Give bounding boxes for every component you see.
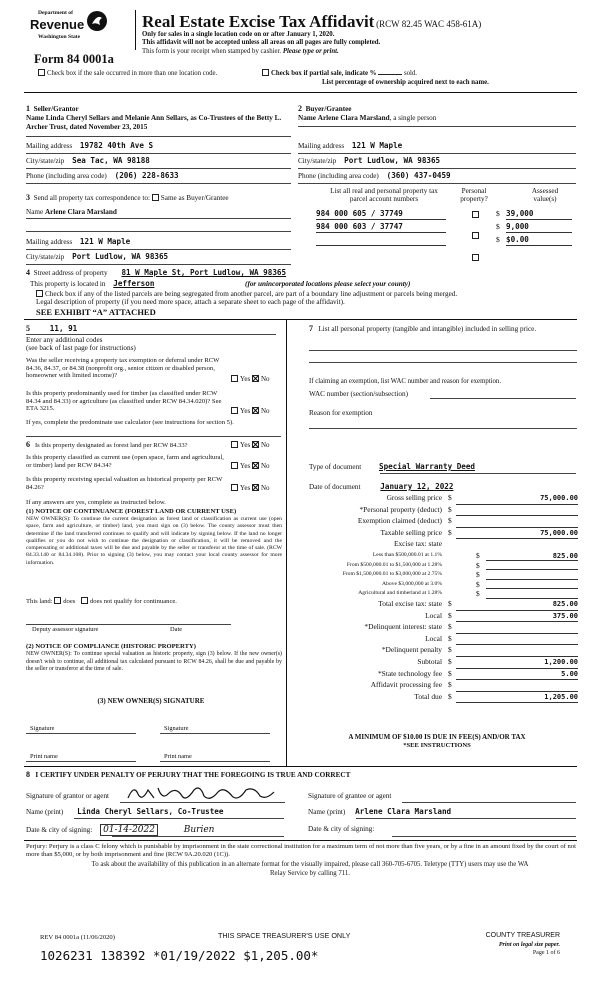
- seller-name-label: Name: [26, 114, 44, 123]
- current-use-question: Is this property classified as current use (open space, farm and agricultural, or timber) land per RCW 84.34?: [26, 454, 224, 469]
- location-row: [30, 280, 410, 289]
- located-in-label: This property is located in: [30, 280, 106, 288]
- buyer-phone-row: [298, 172, 451, 181]
- section-6-number: 6: [26, 440, 30, 449]
- exemption-question: Was the seller receiving a property tax exemption or deferral under RCW 84.36, 84.37, or 84.38 (nonprofit org., senior citizen or disabled person, homeowner with limited income)?: [26, 357, 220, 380]
- buyer-city-value[interactable]: Port Ludlow, WA 98365: [344, 156, 441, 165]
- continuance-heading: (1) NOTICE OF CONTINUANCE (FOREST LAND OR CURRENT USE): [26, 508, 237, 515]
- calc-value[interactable]: [456, 635, 578, 646]
- partial-pct-field[interactable]: [378, 74, 402, 75]
- seller-city-value[interactable]: Sea Tac, WA 98188: [72, 156, 150, 165]
- exhibit-text: SEE EXHIBIT “A” ATTACHED: [36, 307, 156, 317]
- grantee-date-label: Date & city of signing:: [308, 825, 375, 833]
- land-qualify-row: [26, 597, 177, 606]
- seller-mailing-row: [26, 142, 291, 151]
- seller-city-label: City/state/zip: [26, 157, 65, 165]
- multi-location-checkbox[interactable]: [38, 69, 45, 76]
- calc-label: Less than $500,000.01 at 1.1%: [372, 552, 442, 558]
- wac-label: WAC number (section/subsection): [309, 390, 409, 398]
- page-number: Page 1 of 6: [532, 950, 560, 956]
- section-8: [26, 770, 350, 779]
- dollar-sign: $: [448, 633, 452, 643]
- section-7: [309, 324, 577, 333]
- calc-value[interactable]: [456, 681, 578, 692]
- form-number: Form 84 0001a: [34, 52, 114, 66]
- buyer-name-value[interactable]: Arlene Clara Marsland: [317, 114, 390, 123]
- dollar-sign: $: [476, 570, 480, 580]
- s6q2-yes-checkbox[interactable]: [231, 462, 238, 469]
- dollar-sign: $: [476, 589, 480, 599]
- doc-type-value[interactable]: Special Warranty Deed: [379, 462, 476, 471]
- calc-label: Taxable selling price: [380, 527, 442, 537]
- corr-city-row: [26, 253, 168, 262]
- calc-label: Above $3,000,000 at 3.0%: [382, 580, 442, 587]
- buyer-mail-value[interactable]: 121 W Maple: [351, 141, 403, 150]
- calc-label: *Personal property (deduct): [359, 504, 442, 514]
- calc-value[interactable]: 1,205.00: [456, 693, 578, 704]
- seller-mail-label: Mailing address: [26, 142, 73, 150]
- seller-phone-label: Phone (including area code): [26, 172, 107, 180]
- dollar-sign: $: [496, 209, 500, 218]
- answers-note: If any answers are yes, complete as instructed below.: [26, 499, 166, 506]
- rcw-text: (RCW 82.45 WAC 458-61A): [376, 19, 482, 29]
- seller-phone-value[interactable]: (206) 228-8633: [114, 171, 179, 180]
- seller-city-row: [26, 157, 291, 166]
- doc-type-row: [309, 463, 475, 472]
- yes-label: Yes: [240, 484, 251, 492]
- partial-sale-checkbox[interactable]: [262, 69, 269, 76]
- dollar-sign: $: [448, 516, 452, 526]
- dollar-sign: $: [448, 504, 452, 514]
- multi-location-label: Check box if the sale occurred in more than one location code.: [47, 70, 218, 77]
- buyer-name-rest: , a single person: [389, 114, 437, 123]
- grantor-name-label: Name (print): [26, 808, 64, 816]
- continuance-text: NEW OWNER(S): To continue the current designation as forest land or classification as current use (open space, farm and agriculture, or timber) land, you must sign on (3) below. The county assessor must then determine if the land transferred continues to qualify and will indicate by signing below. If the land no longer qualifies or you do not wish to continue the designation or classification, it will be removed and the compensating or additional taxes will be due and payable by the seller or transferor at the time of sale. (RCW 84.33.140 or 84.34.108). Prior to signing (3) below, you may contact your local county assessor for more information.: [26, 516, 282, 566]
- compliance-text: NEW OWNER(S): To continue special valuation as historic property, sign (3) below. If the new owner(s) doesn't wish to continue, all additional tax calculated pursuant to RCW 84.26, shall be due and payable by the seller or transferor at the time of sale.: [26, 651, 282, 673]
- seller-phone-row: [26, 172, 291, 181]
- q2-yes-no: [231, 407, 270, 415]
- section-3: [26, 193, 229, 202]
- calc-label: Subtotal: [417, 657, 442, 666]
- grantor-date-value[interactable]: 01-14-2022: [100, 824, 158, 836]
- grantor-sig-label: Signature of grantor or agent: [26, 792, 110, 800]
- historic-question: Is this property receiving special valuation as historical property per RCW 84.26?: [26, 476, 223, 491]
- seller-heading: Seller/Grantor: [33, 105, 79, 113]
- s6q3-yes-no: [231, 484, 270, 492]
- calc-value[interactable]: 75,000.00: [456, 529, 578, 540]
- county-treasurer-label: COUNTY TREASURER: [485, 932, 560, 939]
- calc-value[interactable]: [456, 517, 578, 528]
- does-not-label: does not qualify for continuance.: [89, 598, 177, 605]
- q1-no-checkbox[interactable]: [252, 375, 259, 382]
- dollar-sign: $: [448, 493, 452, 502]
- wac-row: [309, 390, 408, 398]
- multi-location-row: [38, 69, 217, 78]
- buyer-mail-label: Mailing address: [298, 142, 345, 150]
- note-1: Only for sales in a single location code on or after January 1, 2020.: [142, 31, 335, 38]
- buyer-city-row: [298, 157, 440, 166]
- calc-label: From $500,000.01 to $1,500,000 at 1.28%: [346, 561, 442, 568]
- s6q2-no-checkbox[interactable]: [252, 462, 259, 469]
- dollar-sign: $: [448, 599, 452, 608]
- partial-sale-label: Check box if partial sale, indicate %: [271, 70, 377, 77]
- doc-date-label: Date of document: [309, 483, 361, 491]
- section-3-number: 3: [26, 193, 30, 202]
- dollar-sign: $: [496, 222, 500, 231]
- parcel-number[interactable]: 984 000 605 / 37749: [316, 210, 446, 220]
- s6q3-yes-checkbox[interactable]: [231, 484, 238, 491]
- corr-city-value[interactable]: Port Ludlow, WA 98365: [72, 252, 169, 261]
- buyer-heading: Buyer/Grantee: [305, 105, 352, 113]
- calc-value[interactable]: [456, 623, 578, 634]
- segregate-checkbox[interactable]: [36, 290, 43, 297]
- personal-property-label: List all personal property (tangible and intangible) included in selling price.: [318, 325, 537, 333]
- calc-label: Agricultural and timberland at 1.28%: [358, 590, 442, 597]
- county-note: (for unincorporated locations please select your county): [245, 280, 411, 288]
- personal-property-checkbox[interactable]: [472, 254, 479, 261]
- note-3: This form is your receipt when stamped by cashier.: [142, 47, 282, 55]
- timber-question: Is this property predominantly used for timber (as classified under RCW 84.34 and 84.33) or agriculture (as classified under RCW 84.34.020)? See ETA 3215.: [26, 390, 222, 413]
- calc-value[interactable]: 825.00: [486, 552, 578, 561]
- calc-label: *State technology fee: [377, 668, 442, 678]
- county-value[interactable]: Jefferson: [113, 279, 155, 288]
- corr-mail-label: Mailing address: [26, 238, 73, 246]
- assessed-value[interactable]: $0.00: [506, 236, 572, 246]
- section-4-number: 4: [26, 268, 30, 277]
- correspondence-label: Send all property tax correspondence to:: [33, 194, 150, 202]
- owner-print-label-2: Print name: [164, 753, 192, 760]
- personal-col-header: Personal property?: [460, 187, 488, 203]
- calc-value[interactable]: [486, 590, 578, 599]
- pct-note: List percentage of ownership acquired next to each name.: [322, 79, 489, 86]
- doc-date-row: [309, 483, 453, 492]
- parcel-number[interactable]: 984 000 603 / 37747: [316, 223, 446, 233]
- calc-value[interactable]: 825.00: [456, 600, 578, 611]
- calculator-note: If yes, complete the predominate use calculator (see instructions for section 5).: [26, 419, 234, 426]
- section-4: [26, 268, 286, 278]
- calc-label: Affidavit processing fee: [370, 680, 442, 690]
- dollar-sign: $: [448, 691, 452, 701]
- forest-question: [26, 440, 226, 450]
- grantee-name-value[interactable]: Arlene Clara Marsland: [355, 807, 452, 816]
- assessed-value[interactable]: 9,000: [506, 223, 572, 233]
- section-7-number: 7: [309, 324, 313, 333]
- grantor-date-label: Date & city of signing:: [26, 826, 93, 834]
- legal-desc-label: Legal description of property (if you need more space, attach a separate sheet to each page of the affidavit).: [36, 298, 345, 306]
- section-5: [26, 324, 77, 334]
- dollar-sign: $: [496, 235, 500, 244]
- doc-date-value[interactable]: January 12, 2022: [380, 482, 454, 491]
- no-label: No: [260, 375, 270, 383]
- treasurer-receipt-stamp: 1026231 138392 *01/19/2022 $1,205.00*: [40, 948, 319, 963]
- owner-sig-label-2: Signature: [164, 725, 189, 732]
- this-land-label: This land:: [26, 598, 53, 605]
- calc-value[interactable]: [486, 562, 578, 571]
- see-instructions: *SEE INSTRUCTIONS: [403, 742, 471, 749]
- dollar-sign: $: [448, 527, 452, 537]
- dollar-sign: $: [476, 551, 480, 560]
- q2-no-checkbox[interactable]: [252, 407, 259, 414]
- calc-label: Gross selling price: [386, 493, 442, 502]
- grantor-name-value[interactable]: Linda Cheryl Sellars, Co-Trustee: [77, 807, 224, 816]
- grantor-sig-row: [26, 792, 109, 800]
- does-label: does: [63, 598, 76, 605]
- calc-value[interactable]: 1,200.00: [456, 658, 578, 669]
- calc-label: Exemption claimed (deduct): [357, 516, 442, 526]
- corr-mail-value[interactable]: 121 W Maple: [79, 237, 131, 246]
- corr-mailing-row: [26, 238, 130, 247]
- legal-paper-note: Print on legal size paper.: [498, 942, 560, 948]
- section-2: [298, 104, 578, 123]
- corr-name-row: [26, 208, 117, 216]
- q1-yes-no: [231, 375, 270, 383]
- buyer-phone-value[interactable]: (360) 437-0459: [386, 171, 451, 180]
- revision-label: REV 84 0001a (11/06/2020): [40, 934, 115, 941]
- grantor-name-row: [26, 808, 223, 817]
- yes-label: Yes: [240, 462, 251, 470]
- calc-value[interactable]: 75,000.00: [456, 494, 578, 505]
- calc-label: Local: [425, 633, 442, 643]
- parcel-number[interactable]: [316, 236, 446, 246]
- personal-property-checkbox[interactable]: [472, 211, 479, 218]
- s6q2-yes-no: [231, 462, 270, 470]
- dollar-sign: $: [448, 657, 452, 666]
- doc-type-label: Type of document: [309, 463, 362, 471]
- buyer-phone-label: Phone (including area code): [298, 172, 379, 180]
- note-2: This affidavit will not be accepted unless all areas on all pages are fully completed.: [142, 39, 381, 47]
- calc-label: *Delinquent interest: state: [364, 622, 442, 632]
- buyer-name-label: Name: [298, 114, 316, 123]
- section-5-number: 5: [26, 324, 30, 333]
- segregate-label: Check box if any of the listed parcels are being segregated from another parcel, are part of a boundary line adjustment or parcels being merged.: [45, 290, 458, 298]
- parcel-col-header: List all real and personal property tax parcel account numbers: [330, 187, 438, 203]
- calc-label: Total due: [414, 691, 442, 701]
- deputy-sig-label: Deputy assessor signature: [32, 626, 99, 633]
- yes-label: Yes: [240, 375, 251, 383]
- same-as-buyer-label: Same as Buyer/Grantee: [160, 194, 229, 202]
- compliance-heading: (2) NOTICE OF COMPLIANCE (HISTORIC PROPERTY): [26, 643, 196, 650]
- does-not-checkbox[interactable]: [81, 597, 88, 604]
- accessibility-text: To ask about the availability of this publication in an alternate format for the visually impaired, please call 360-705-6705. Teletype (TTY) users may use the WA Relay Service by calling 711.: [91, 861, 529, 877]
- header-notes: [142, 31, 380, 56]
- wa-seal-icon: [86, 10, 108, 32]
- calc-label: Excise tax: state: [393, 539, 442, 549]
- grantee-name-row: [308, 808, 451, 817]
- no-label: No: [260, 462, 270, 470]
- does-checkbox[interactable]: [54, 597, 61, 604]
- dollar-sign: $: [448, 645, 452, 655]
- corr-city-label: City/state/zip: [26, 253, 65, 261]
- dollar-sign: $: [448, 622, 452, 632]
- buyer-city-label: City/state/zip: [298, 157, 337, 165]
- calc-value[interactable]: [486, 571, 578, 580]
- assessed-value[interactable]: 39,000: [506, 210, 572, 220]
- calc-label: Total excise tax: state: [378, 599, 442, 608]
- corr-name-value[interactable]: Arlene Clara Marsland: [44, 208, 117, 216]
- sold-label: sold.: [403, 70, 417, 77]
- street-address-value[interactable]: 81 W Maple St, Port Ludlow, WA 98365: [121, 268, 287, 277]
- dept-line1: Department of: [38, 10, 73, 16]
- grantee-sig-label: Signature of grantee or agent: [308, 792, 392, 800]
- codes-label: Enter any additional codes: [26, 336, 103, 344]
- q2-yes-checkbox[interactable]: [231, 407, 238, 414]
- calc-value[interactable]: [456, 506, 578, 517]
- title-text: Real Estate Excise Tax Affidavit: [142, 12, 375, 31]
- assessed-col-header: Assessed value(s): [531, 187, 559, 203]
- no-label: No: [260, 407, 270, 415]
- section-8-number: 8: [26, 770, 30, 779]
- seller-mail-value[interactable]: 19782 40th Ave S: [79, 141, 154, 150]
- calc-value[interactable]: [456, 646, 578, 657]
- no-label: No: [260, 484, 270, 492]
- section-1: [26, 104, 294, 131]
- section-1-number: 1: [26, 104, 30, 113]
- grantor-date-row: [26, 825, 214, 835]
- calc-label: From $1,500,000.01 to $3,000,000 at 2.75%: [342, 571, 442, 578]
- calc-label: Local: [425, 610, 442, 620]
- location-codes-value[interactable]: 11, 91: [49, 324, 78, 333]
- calc-value[interactable]: 375.00: [456, 612, 578, 623]
- calc-value[interactable]: [486, 581, 578, 590]
- grantor-city-value[interactable]: Burien: [183, 825, 215, 835]
- certify-heading: I CERTIFY UNDER PENALTY OF PERJURY THAT THE FOREGOING IS TRUE AND CORRECT: [35, 771, 351, 779]
- grantor-signature[interactable]: [124, 782, 284, 804]
- section-2-number: 2: [298, 104, 302, 113]
- s6q1-yes-no: [231, 441, 270, 449]
- dollar-sign: $: [476, 560, 480, 570]
- s6q1-yes-checkbox[interactable]: [231, 441, 238, 448]
- form-title: [142, 12, 481, 32]
- corr-name-label: Name: [26, 208, 44, 216]
- dollar-sign: $: [448, 680, 452, 690]
- new-owner-heading: (3) NEW OWNER(S) SIGNATURE: [97, 697, 205, 705]
- s6q1-no-checkbox[interactable]: [252, 441, 259, 448]
- partial-sale-row: [262, 69, 417, 78]
- q1-yes-checkbox[interactable]: [231, 375, 238, 382]
- owner-print-label-1: Print name: [30, 753, 58, 760]
- signature-scrawl-icon: [124, 782, 284, 804]
- buyer-mailing-row: [298, 142, 402, 151]
- dept-line2: Revenue: [30, 17, 85, 32]
- dollar-sign: $: [448, 610, 452, 620]
- s6q3-no-checkbox[interactable]: [252, 484, 259, 491]
- perjury-text: Perjury: Perjury is a class C felony which is punishable by imprisonment in the state correctional institution for a maximum term of not more than five years, or by a fine in an amount fixed by the court of not more than $5,000, or by both imprisonment and fine (RCW 9A.20.020 (1C)).: [26, 843, 576, 859]
- deputy-date-label: Date: [170, 626, 183, 633]
- dept-line3: Washington State: [38, 34, 81, 40]
- forest-question-text: Is this property designated as forest land per RCW 84.33?: [34, 442, 188, 449]
- same-as-buyer-checkbox[interactable]: [152, 194, 159, 201]
- personal-property-checkbox[interactable]: [472, 232, 479, 239]
- note-3b: Please type or print.: [282, 47, 339, 55]
- dollar-sign: $: [448, 668, 452, 678]
- treasurer-use-label: THIS SPACE TREASURER'S USE ONLY: [218, 931, 351, 940]
- yes-label: Yes: [240, 441, 251, 449]
- yes-label: Yes: [240, 407, 251, 415]
- reason-label: Reason for exemption: [309, 409, 373, 417]
- owner-sig-label-1: Signature: [30, 725, 55, 732]
- street-address-label: Street address of property: [33, 269, 108, 277]
- codes-sub: (see back of last page for instructions): [26, 344, 136, 352]
- calc-label: *Delinquent penalty: [381, 645, 442, 655]
- seller-name-value[interactable]: Linda Cheryl Sellars and Melanie Ann Sellars, as Co-Trustees of the Betty L. Archer Trust, dated November 23, 2015: [26, 114, 282, 131]
- minimum-notice: A MINIMUM OF $10.00 IS DUE IN FEE(S) AND/OR TAX: [348, 733, 526, 741]
- calc-value[interactable]: 5.00: [456, 670, 578, 681]
- dollar-sign: $: [476, 579, 480, 589]
- exemption-claim-label: If claiming an exemption, list WAC number and reason for exemption.: [309, 378, 502, 385]
- grantee-name-label: Name (print): [308, 808, 346, 816]
- no-label: No: [260, 441, 270, 449]
